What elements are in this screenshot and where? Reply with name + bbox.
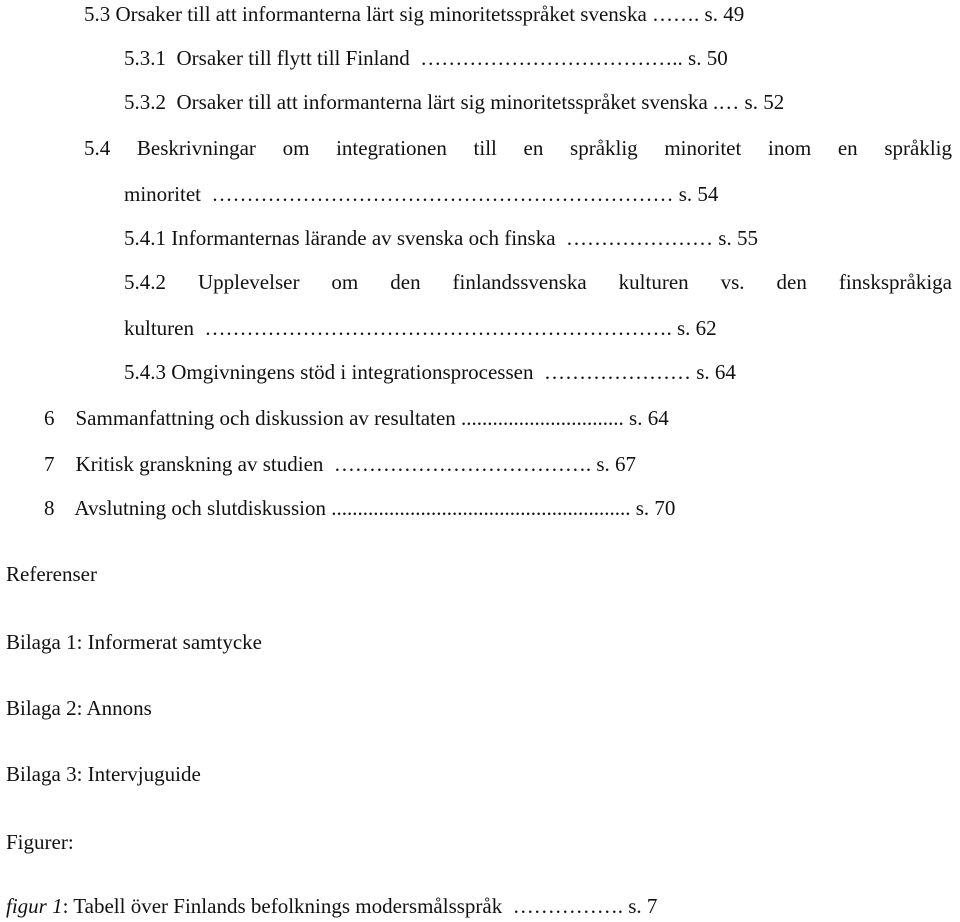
figure-1-label: figur 1 bbox=[6, 894, 63, 918]
appendix-2: Bilaga 2: Annons bbox=[6, 696, 152, 720]
toc-entry-5-4-2: 5.4.2 Upplevelser om den finlandssvenska kulturen vs. den finskspråkiga bbox=[124, 270, 952, 294]
toc-entry-5-3: 5.3 Orsaker till att informanterna lärt sig minoritetsspråket svenska ……. s. 49 bbox=[84, 2, 745, 26]
toc-entry-5-4-2-cont: kulturen …………………………………………………………. s. 62 bbox=[124, 316, 717, 340]
appendix-3: Bilaga 3: Intervjuguide bbox=[6, 762, 201, 786]
figure-1-title: : Tabell över Finlands befolknings modersmålsspråk ……………. s. 7 bbox=[62, 894, 658, 918]
figure-1-entry bbox=[6, 896, 657, 917]
toc-entry-5-3-1: 5.3.1 Orsaker till flytt till Finland ……………………………….. s. 50 bbox=[124, 46, 728, 70]
toc-entry-5-4-3: 5.4.3 Omgivningens stöd i integrationsprocessen ………………… s. 64 bbox=[124, 360, 736, 384]
toc-entry-8: 8 Avslutning och slutdiskussion ......................................................... s. 70 bbox=[44, 496, 676, 520]
toc-entry-5-4-cont: minoritet ………………………………………………………… s. 54 bbox=[124, 182, 719, 206]
toc-entry-5-4: 5.4 Beskrivningar om integrationen till en språklig minoritet inom en språklig bbox=[84, 136, 952, 160]
references-heading: Referenser bbox=[6, 562, 97, 586]
appendix-1: Bilaga 1: Informerat samtycke bbox=[6, 630, 262, 654]
toc-entry-6: 6 Sammanfattning och diskussion av resultaten ............................... s. 64 bbox=[44, 406, 669, 430]
toc-entry-5-4-1: 5.4.1 Informanternas lärande av svenska och finska ………………… s. 55 bbox=[124, 226, 758, 250]
figures-heading: Figurer: bbox=[6, 830, 74, 854]
toc-entry-7: 7 Kritisk granskning av studien ………………………………. s. 67 bbox=[44, 452, 637, 476]
toc-entry-5-3-2: 5.3.2 Orsaker till att informanterna lärt sig minoritetsspråket svenska .… s. 52 bbox=[124, 90, 785, 114]
